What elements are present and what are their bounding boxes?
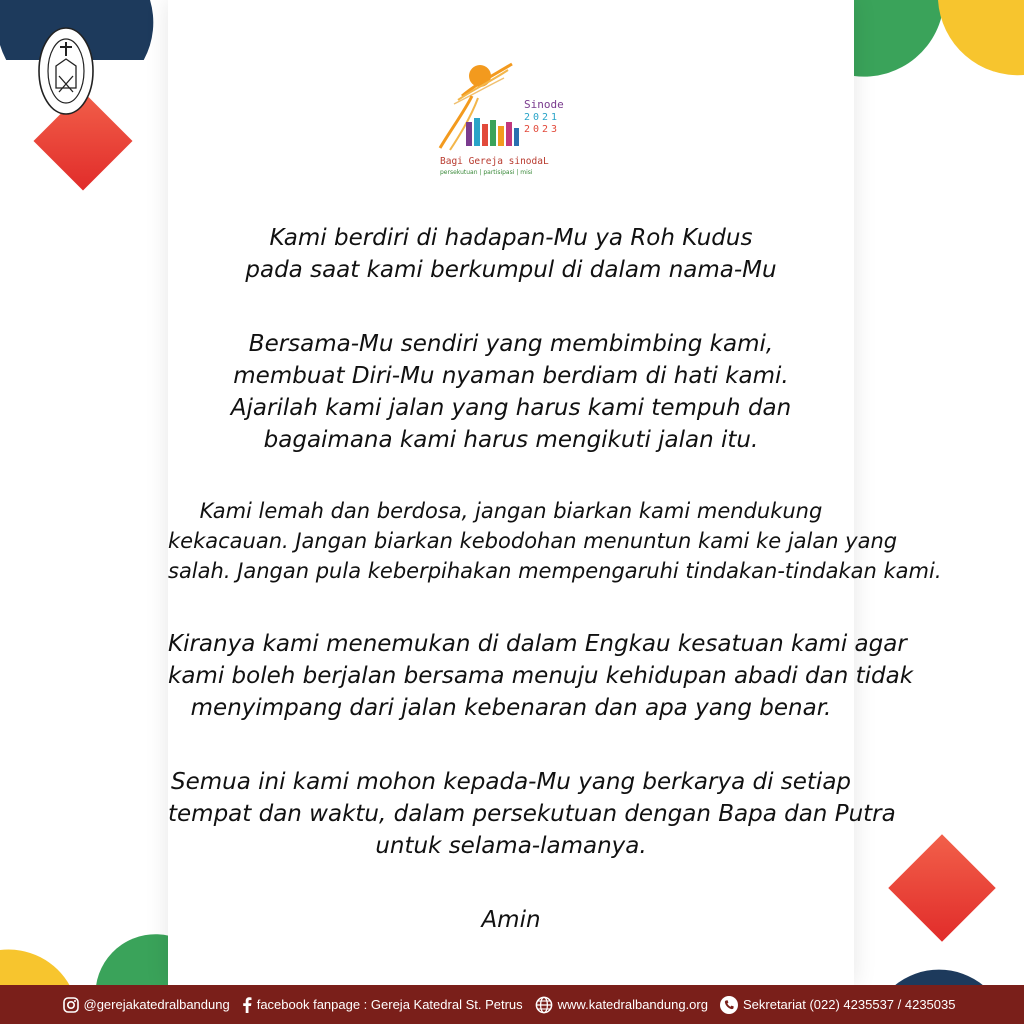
prayer-stanza (168, 222, 854, 286)
prayer-line: Kiranya kami menemukan di dalam Engkau kesatuan kami agar (168, 631, 907, 657)
prayer-line: tempat dan waktu, dalam persekutuan dengan Bapa dan Putra (168, 801, 896, 827)
sinode-logo (432, 56, 592, 180)
prayer-line: salah. Jangan pula keberpihakan mempengaruhi tindakan-tindakan kami. (168, 559, 942, 583)
sinode-figure-icon (432, 56, 532, 156)
footer-bar (0, 985, 1024, 1024)
prayer-text (168, 222, 942, 936)
footer-phone[interactable] (720, 996, 956, 1014)
prayer-line: kekacauan. Jangan biarkan kebodohan menuntun kami ke jalan yang (168, 529, 898, 553)
prayer-line: pada saat kami berkumpul di dalam nama-Mu (245, 257, 777, 283)
logo-title: Sinode (524, 98, 564, 111)
prayer-stanza (168, 496, 942, 586)
logo-tagline: Bagi Gereja sinodaL (440, 156, 549, 167)
phone-icon (720, 996, 738, 1014)
prayer-line: Kami lemah dan berdosa, jangan biarkan kami mendukung (199, 499, 823, 523)
prayer-line: membuat Diri-Mu nyaman berdiam di hati kami. (233, 363, 789, 389)
footer-facebook[interactable] (242, 997, 523, 1013)
logo-subtitle: persekutuan | partisipasi | misi (440, 169, 533, 176)
prayer-line: kami boleh berjalan bersama menuju kehidupan abadi dan tidak (168, 663, 914, 689)
prayer-stanza (168, 328, 854, 456)
bottom-left-decor (0, 930, 170, 986)
footer-instagram[interactable] (63, 997, 230, 1013)
prayer-line: menyimpang dari jalan kebenaran dan apa yang benar. (190, 695, 832, 721)
prayer-stanza (168, 904, 854, 936)
prayer-line: untuk selama-lamanya. (375, 833, 647, 859)
prayer-line: bagaimana kami harus mengikuti jalan itu. (263, 427, 759, 453)
emblem-seal-icon (37, 26, 95, 116)
prayer-closing: Amin (481, 907, 541, 933)
top-right-decor (854, 0, 1024, 80)
website-url: www.katedralbandung.org (557, 997, 708, 1012)
prayer-line: Semua ini kami mohon kepada-Mu yang berkarya di setiap (170, 769, 852, 795)
instagram-icon (63, 997, 79, 1013)
bottom-right-red-diamond (880, 826, 1004, 950)
prayer-line: Kami berdiri di hadapan-Mu ya Roh Kudus (269, 225, 753, 251)
prayer-line: Bersama-Mu sendiri yang membimbing kami, (248, 331, 774, 357)
prayer-stanza (168, 766, 896, 862)
footer-website[interactable] (535, 996, 708, 1014)
facebook-icon (242, 997, 252, 1013)
facebook-label: facebook fanpage : Gereja Katedral St. Petrus (256, 997, 523, 1012)
globe-icon (535, 996, 553, 1014)
prayer-line: Ajarilah kami jalan yang harus kami tempuh dan (230, 395, 792, 421)
church-emblem (37, 26, 95, 121)
logo-year-end: 2023 (524, 124, 561, 135)
logo-year-start: 2021 (524, 112, 561, 123)
prayer-stanza (168, 628, 914, 724)
phone-text: Sekretariat (022) 4235537 / 4235035 (742, 997, 956, 1012)
bottom-right-navy-circle (854, 960, 1024, 986)
instagram-handle: @gerejakatedralbandung (83, 997, 230, 1012)
